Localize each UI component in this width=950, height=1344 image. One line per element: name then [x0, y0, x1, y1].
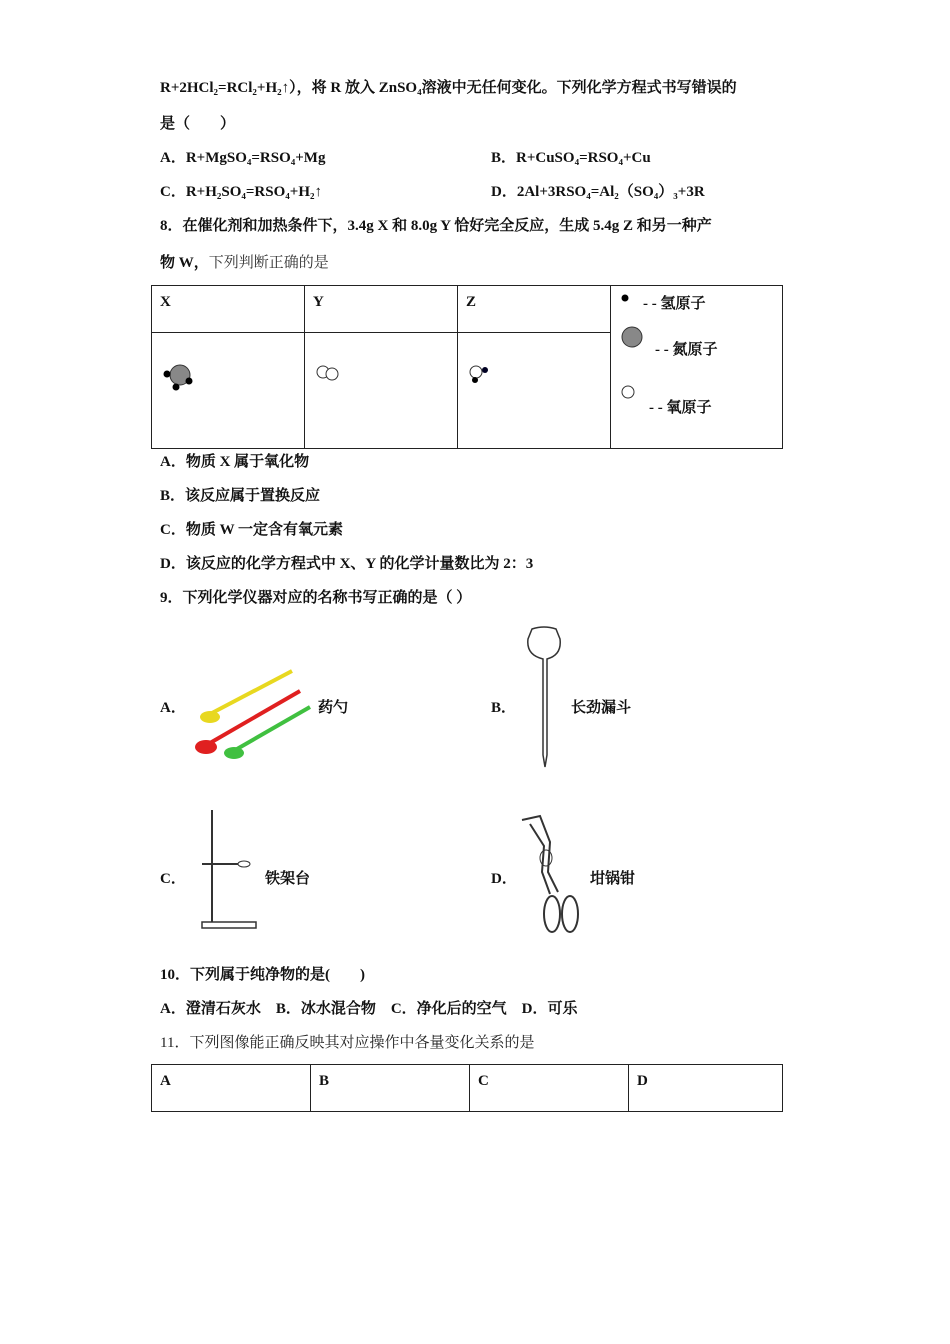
q7-option-b: B．R+CuSO₄=RSO₄+Cu: [491, 150, 651, 166]
q8-stem-line2: [160, 253, 329, 273]
q9-d-name: 坩锅钳: [590, 871, 636, 887]
q8-stem-bold: 物 W，: [160, 255, 209, 271]
iron-stand-image: [198, 808, 268, 933]
legend-hydrogen: - - 氢原子: [643, 296, 706, 312]
legend-nitrogen: - - 氮原子: [655, 342, 718, 358]
q8-option-d: D．该反应的化学方程式中 X、Y 的化学计量数比为 2：3: [160, 556, 534, 572]
q9-b-letter: B．: [491, 700, 517, 716]
q9-c-name: 铁架台: [265, 871, 311, 887]
q9-a-letter: A．: [160, 700, 186, 716]
molecule-x-cell: [152, 333, 305, 449]
q8-molecule-table: [151, 285, 783, 449]
q11-stem: 11．下列图像能正确反映其对应操作中各量变化关系的是: [160, 1035, 535, 1051]
q8-stem-line1: 8．在催化剂和加热条件下，3.4g X 和 8.0g Y 恰好完全反应，生成 5.4g Z 和另一种产: [160, 218, 712, 234]
q8-option-c: C．物质 W 一定含有氧元素: [160, 522, 344, 538]
legend-cell: [611, 286, 783, 449]
q7-option-c: C．R+H₂SO₄=RSO₄+H₂↑: [160, 184, 322, 200]
long-neck-funnel-image: [522, 625, 572, 770]
q10-stem: 10．下列属于纯净物的是( ): [160, 967, 365, 983]
q9-stem: 9．下列化学仪器对应的名称书写正确的是（ ）: [160, 590, 472, 606]
header-x: X: [152, 286, 305, 333]
molecule-y-icon: [315, 363, 355, 393]
spoons-image: [192, 665, 312, 765]
oxygen-atom-icon: [621, 384, 641, 404]
header-z: Z: [458, 286, 611, 333]
q8-option-b: B．该反应属于置换反应: [160, 488, 321, 504]
legend-oxygen: - - 氧原子: [649, 400, 712, 416]
molecule-x-icon: [162, 361, 202, 401]
q8-option-a: A．物质 X 属于氧化物: [160, 454, 310, 470]
q7-stem-line2: 是（ ）: [160, 116, 236, 132]
hydrogen-atom-icon: [619, 292, 639, 312]
q11-header-c: C: [470, 1065, 629, 1112]
q9-a-name: 药勺: [318, 700, 349, 716]
header-y: Y: [305, 286, 458, 333]
q9-c-letter: C．: [160, 871, 186, 887]
q11-header-d: D: [629, 1065, 783, 1112]
q9-b-name: 长劲漏斗: [571, 700, 632, 716]
q11-table: [151, 1064, 783, 1112]
q10-options: A．澄清石灰水 B．冰水混合物 C．净化后的空气 D．可乐: [160, 1001, 578, 1017]
q9-d-letter: D．: [491, 871, 517, 887]
molecule-z-icon: [468, 363, 508, 393]
q11-header-b: B: [311, 1065, 470, 1112]
q11-header-a: A: [152, 1065, 311, 1112]
q7-stem-line1: R+2HCl₂=RCl₂+H₂↑），将 R 放入 ZnSO₄溶液中无任何变化。下列化学方程式书写错误的: [160, 80, 737, 96]
q8-stem-normal: 下列判断正确的是: [208, 255, 329, 271]
crucible-tongs-image: [518, 812, 588, 937]
nitrogen-atom-icon: [621, 326, 645, 350]
molecule-z-cell: [458, 333, 611, 449]
q7-option-d: D．2Al+3RSO₄=Al₂（SO₄）₃+3R: [491, 184, 705, 200]
molecule-y-cell: [305, 333, 458, 449]
q7-option-a: A．R+MgSO₄=RSO₄+Mg: [160, 150, 326, 166]
